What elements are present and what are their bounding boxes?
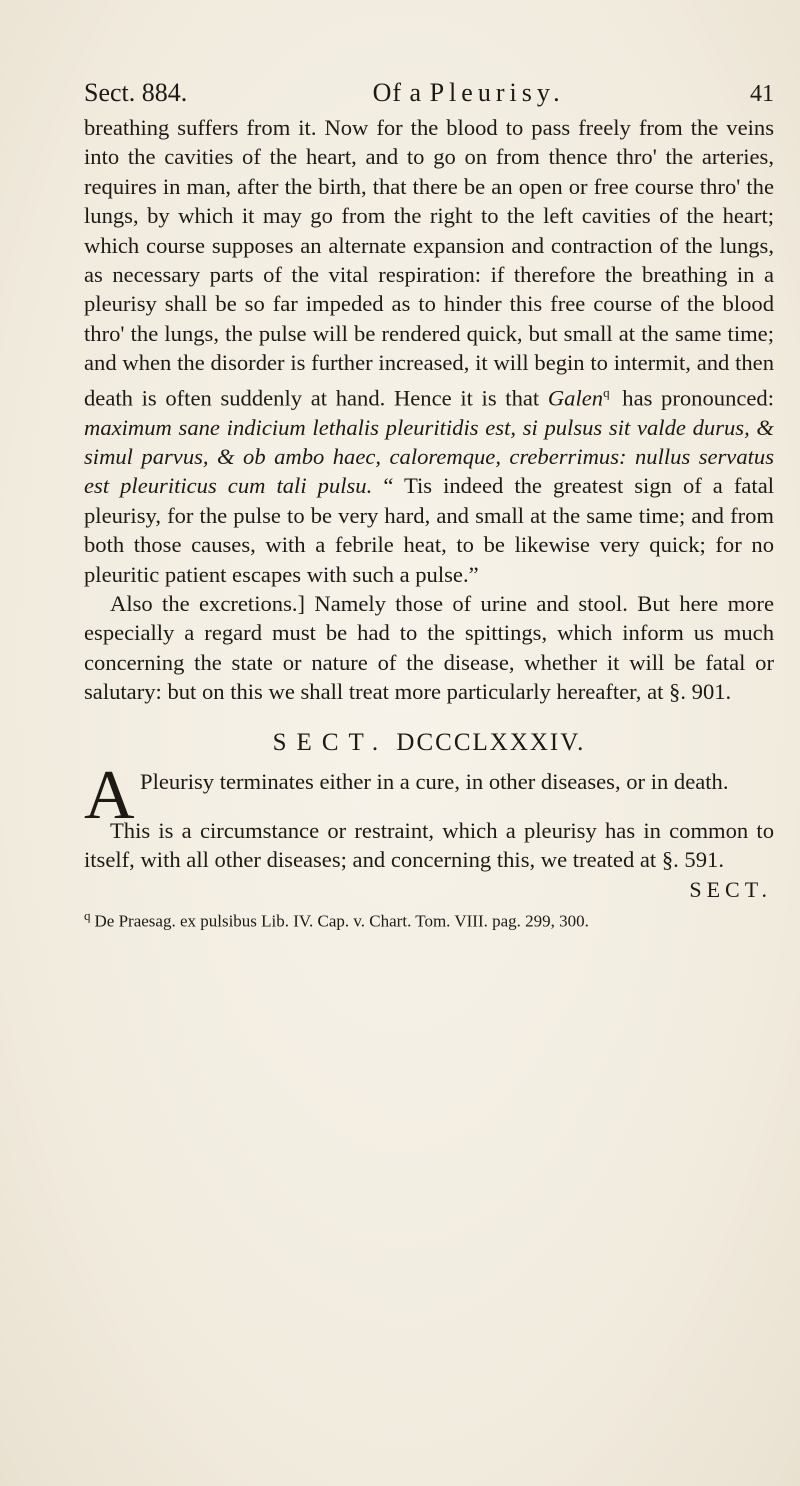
paragraph-commentary: This is a circumstance or restraint, which a pleurisy has in common to itself, with all other diseases; and concerning this, we treated at §. 591.: [84, 818, 774, 873]
page-number: 41: [749, 81, 774, 107]
page-content: [84, 78, 774, 933]
galen-name: Galen: [547, 385, 604, 411]
paragraph-breathing: [84, 113, 774, 589]
galen-lead: has pronounced:: [622, 385, 774, 411]
english-translation: “ Tis indeed the greatest sign of a fatal pleurisy, for the pulse to be very hard, and small at the same time; and from both those causes, with a febrile heat, to be likewise very quick; for no pleuritic patient escapes with such a pulse.”: [84, 473, 774, 587]
paragraph-1-text: breathing suffers from it. Now for the blood to pass freely from the veins into the cavities of the heart, and to go on from thence thro' the arteries, requires in man, after the birth, that there be an open or free course thro' the lungs, by which it may go from the right to the left cavities of the heart; which course supposes an alternate expansion and contraction of the lungs, as necessary parts of the vital respiration: if therefore the breathing in a pleurisy shall be so far impeded as to hinder this free course of the blood thro' the lungs, the pulse will be rendered quick, but small at the same time; and when the disorder is further increased, it will begin to intermit, and then death is often suddenly at hand. Hence it is that: [84, 115, 774, 411]
section-heading-number: DCCCLXXXIV.: [396, 728, 586, 756]
catchword: SECT.: [689, 876, 772, 902]
running-title: [373, 78, 565, 108]
paragraph-excretions: Also the excretions.] Namely those of urine and stool. But here more especially a regard must be had to the spittings, which inform us much concerning the state or nature of the disease, whether it will be fatal or salutary: but on this we shall treat more particularly hereafter, at §. 901.: [84, 591, 774, 705]
section-heading-label: SECT.: [272, 728, 389, 756]
footnote-reference: q: [603, 384, 610, 400]
aphorism-paragraph: [84, 756, 774, 834]
footnote-text: De Praesag. ex pulsibus Lib. IV. Cap. v. Chart. Tom. VIII. pag. 299, 300.: [94, 911, 589, 931]
running-title-prefix: Of a: [372, 78, 423, 107]
drop-cap: A: [84, 756, 135, 834]
footnote: [84, 905, 774, 933]
running-title-main: Pleurisy.: [429, 78, 565, 107]
section-number: Sect. 884.: [84, 78, 188, 107]
spacer: [84, 796, 774, 816]
footnote-mark: q: [84, 907, 91, 923]
running-head: [84, 78, 774, 109]
latin-quotation: maximum sane indicium lethalis pleuritidis est, si pulsus sit valde durus, & simul parvus, & ob ambo haec, caloremque, creberrimus: nullus servatus est pleuriticus cum tali pulsu.: [84, 414, 774, 499]
aphorism-text: Pleurisy terminates either in a cure, in other diseases, or in death.: [140, 768, 729, 794]
section-heading: [84, 729, 774, 757]
